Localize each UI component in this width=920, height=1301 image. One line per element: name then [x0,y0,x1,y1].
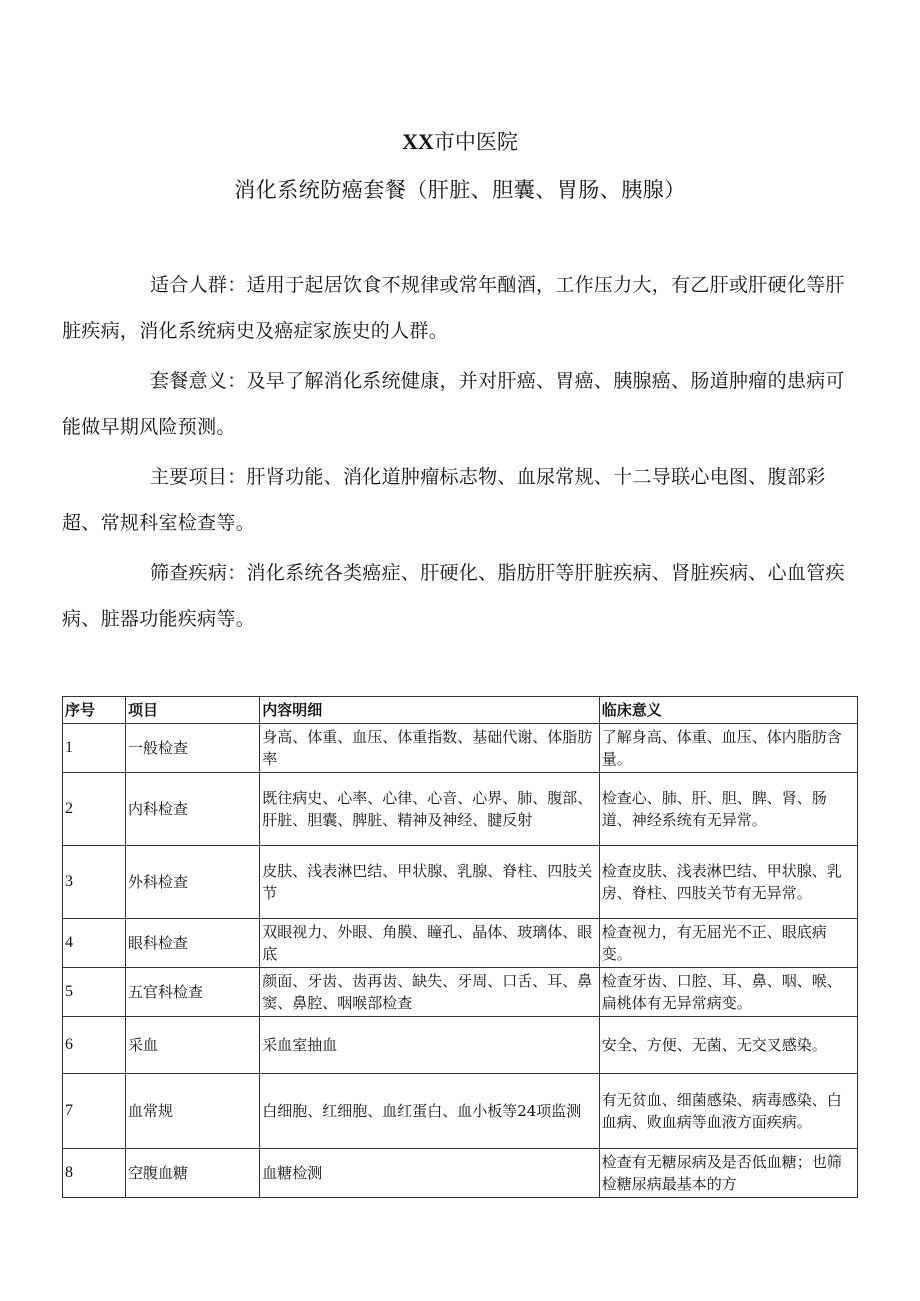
row-detail: 血糖检测 [260,1149,600,1198]
row-detail: 双眼视力、外眼、角膜、瞳孔、晶体、玻璃体、眼底 [260,919,600,968]
screened-diseases-paragraph: 筛查疾病：消化系统各类癌症、肝硬化、脂肪肝等肝脏疾病、肾脏疾病、心血管疾病、脏器功能疾病等。 [62,562,845,630]
row-item: 外科检查 [126,846,260,919]
row-no: 3 [63,846,126,919]
row-item: 空腹血糖 [126,1149,260,1198]
table-row [63,846,858,919]
table-row [63,1149,858,1198]
row-item: 一般检查 [126,724,260,773]
hospital-prefix: XX [402,129,434,154]
row-detail: 身高、体重、血压、体重指数、基础代谢、体脂肪率 [260,724,600,773]
table-row [63,773,858,846]
row-detail: 既往病史、心率、心律、心音、心界、肺、腹部、肝脏、胆囊、脾脏、精神及神经、腱反射 [260,773,600,846]
row-item: 采血 [126,1017,260,1074]
row-detail: 颜面、牙齿、齿再齿、缺失、牙周、口舌、耳、鼻窦、鼻腔、咽喉部检查 [260,968,600,1017]
hospital-title [0,128,920,156]
hospital-name: 市中医院 [433,130,518,154]
checkup-table [62,696,858,1198]
row-meaning: 了解身高、体重、血压、体内脂肪含量。 [599,724,857,773]
row-no: 7 [63,1074,126,1149]
row-meaning: 检查视力，有无屈光不正、眼底病变。 [599,919,857,968]
row-no: 1 [63,724,126,773]
row-meaning: 检查皮肤、浅表淋巴结、甲状腺、乳房、脊柱、四肢关节有无异常。 [599,846,857,919]
table-row [63,1017,858,1074]
table-row [63,968,858,1017]
row-no: 6 [63,1017,126,1074]
table-header-row [63,697,858,724]
row-no: 8 [63,1149,126,1198]
row-no: 5 [63,968,126,1017]
main-items-paragraph: 主要项目：肝肾功能、消化道肿瘤标志物、血尿常规、十二导联心电图、腹部彩超、常规科室检查等。 [62,466,826,534]
row-detail: 皮肤、浅表淋巴结、甲状腺、乳腺、脊柱、四肢关节 [260,846,600,919]
row-meaning: 检查牙齿、口腔、耳、鼻、咽、喉、扁桃体有无异常病变。 [599,968,857,1017]
target-population-paragraph: 适合人群：适用于起居饮食不规律或常年酗酒，工作压力大，有乙肝或肝硬化等肝脏疾病，消化系统病史及癌症家族史的人群。 [62,274,845,342]
header-no: 序号 [63,697,126,724]
package-title: 消化系统防癌套餐（肝脏、胆囊、胃肠、胰腺） [234,178,686,202]
row-detail: 白细胞、红细胞、血红蛋白、血小板等24项监测 [260,1074,600,1149]
row-no: 4 [63,919,126,968]
table-row [63,919,858,968]
header-item: 项目 [126,697,260,724]
header-meaning: 临床意义 [599,697,857,724]
row-item: 血常规 [126,1074,260,1149]
row-detail: 采血室抽血 [260,1017,600,1074]
package-significance-paragraph: 套餐意义：及早了解消化系统健康，并对肝癌、胃癌、胰腺癌、肠道肿瘤的患病可能做早期风险预测。 [62,370,845,438]
row-item: 五官科检查 [126,968,260,1017]
row-meaning: 检查有无糖尿病及是否低血糖；也筛检糖尿病最基本的方 [599,1149,857,1198]
row-item: 内科检查 [126,773,260,846]
row-meaning: 有无贫血、细菌感染、病毒感染、白血病、败血病等血液方面疾病。 [599,1074,857,1149]
table-row [63,1074,858,1149]
header-detail: 内容明细 [260,697,600,724]
row-meaning: 安全、方便、无菌、无交叉感染。 [599,1017,857,1074]
table-row [63,724,858,773]
row-no: 2 [63,773,126,846]
row-meaning: 检查心、肺、肝、胆、脾、肾、肠道、神经系统有无异常。 [599,773,857,846]
row-item: 眼科检查 [126,919,260,968]
